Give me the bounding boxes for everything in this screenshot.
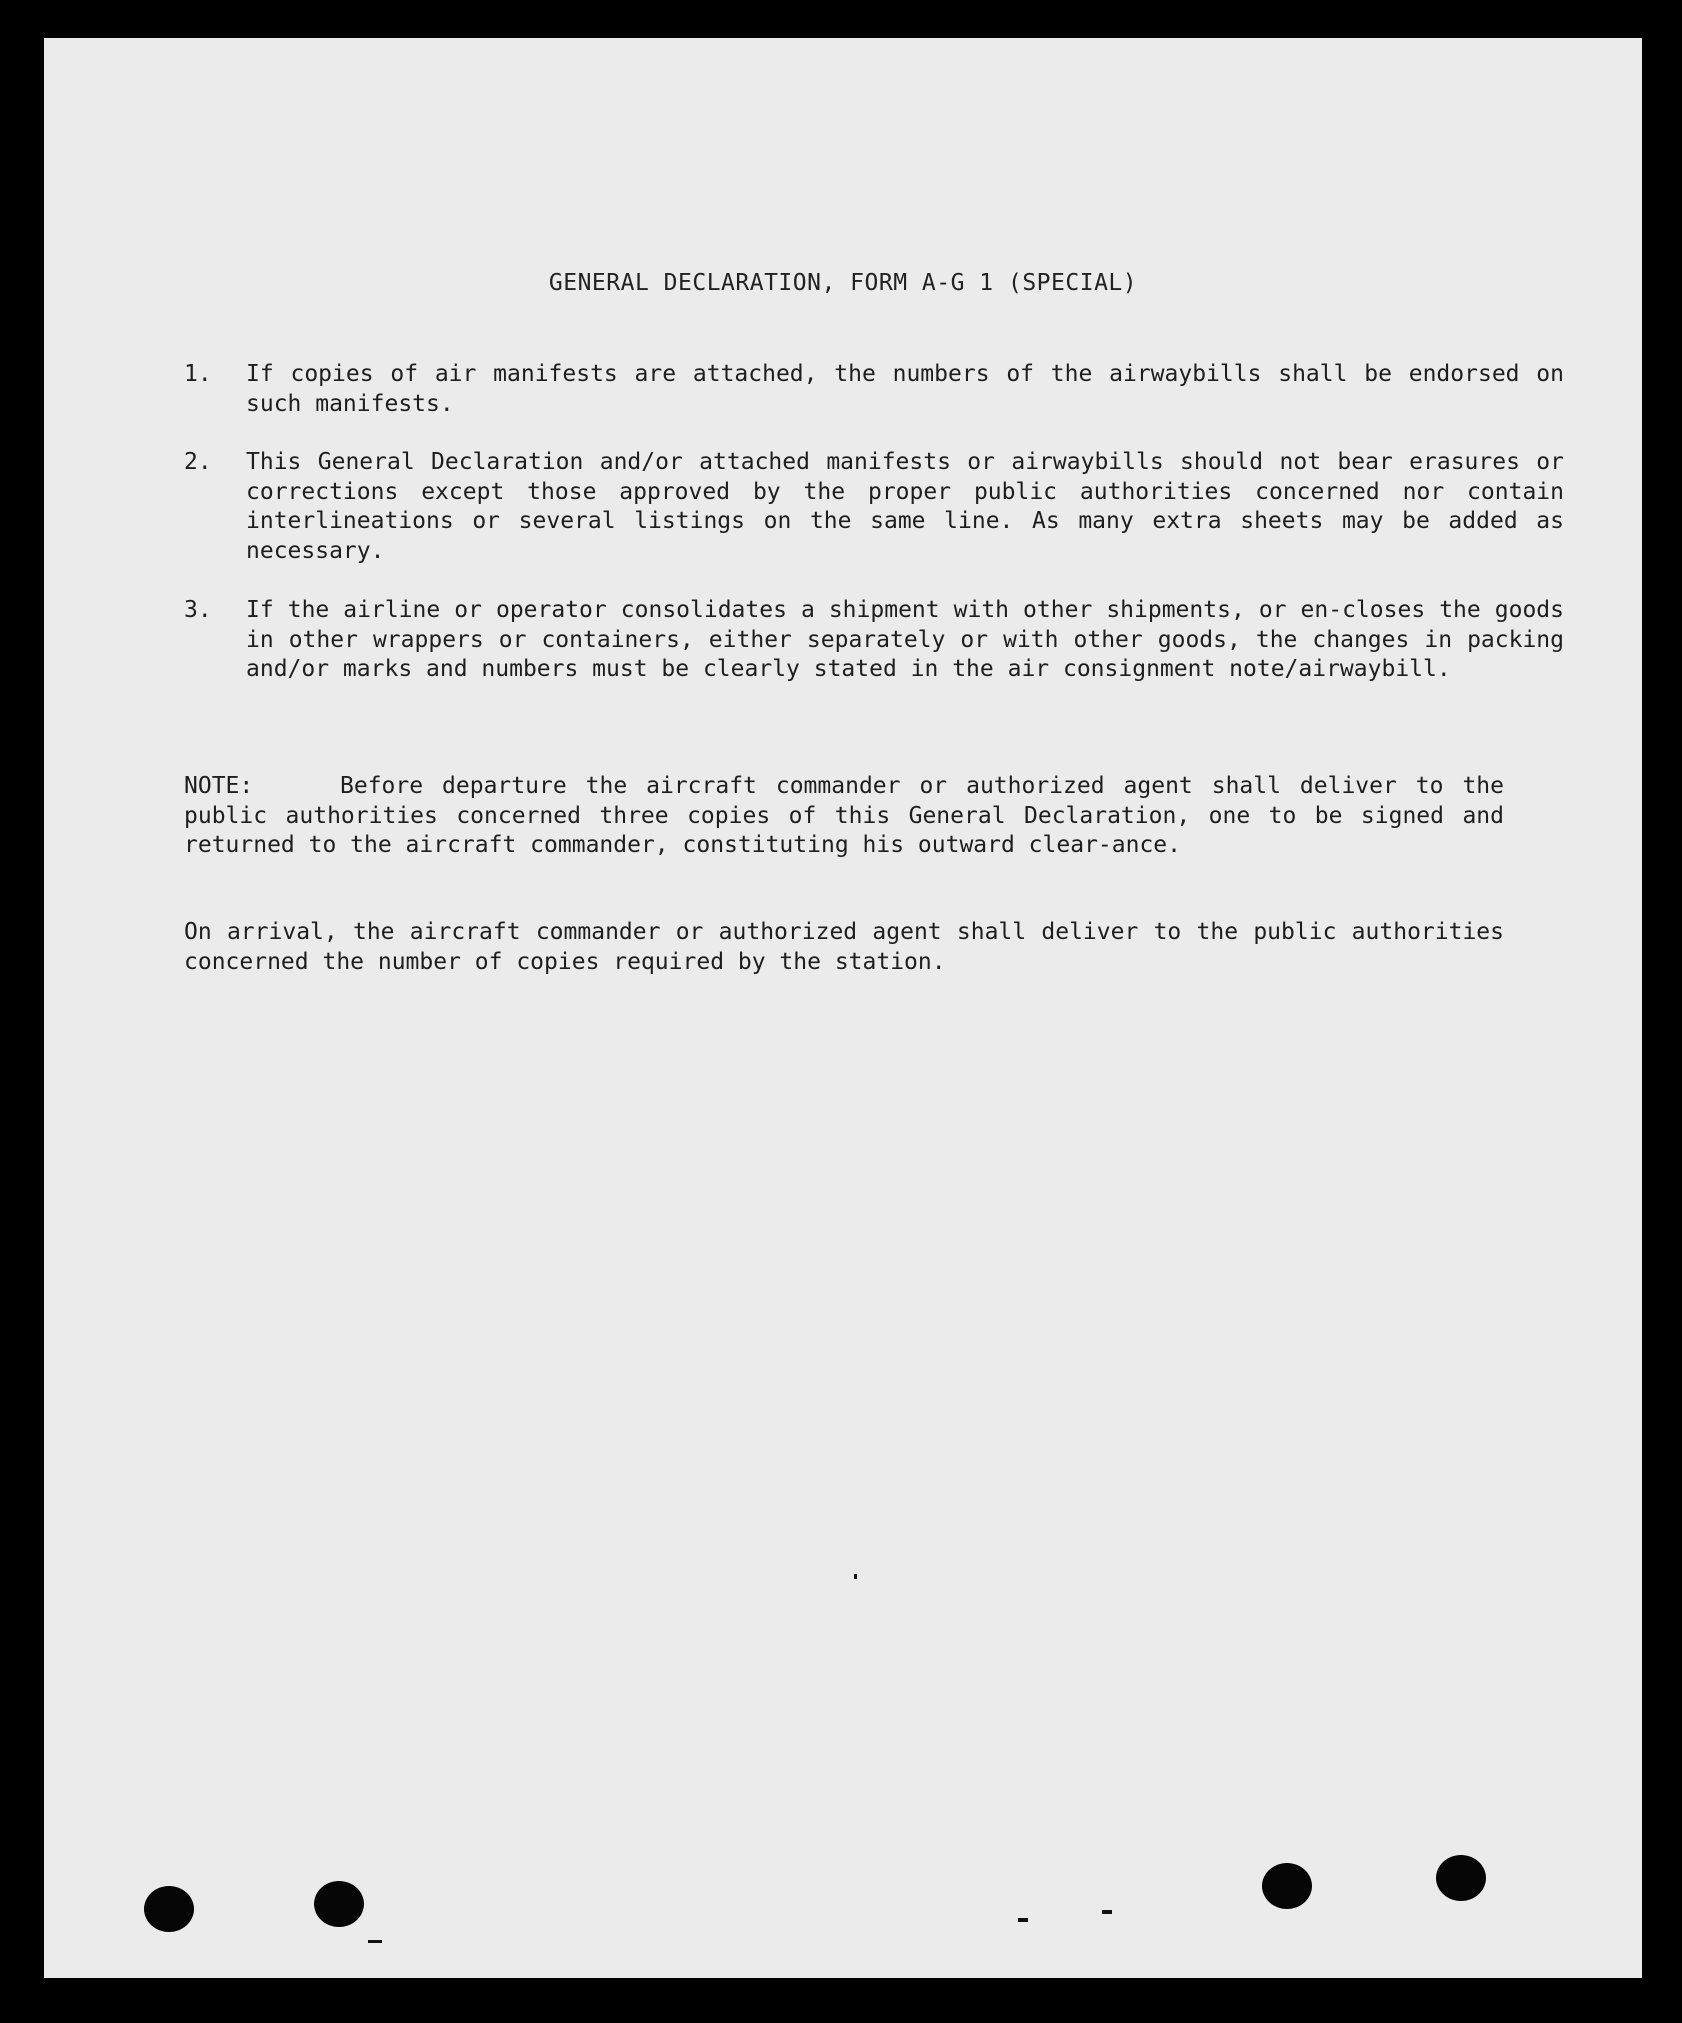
item-number: 3. <box>184 597 212 623</box>
scan-speck <box>1102 1910 1112 1914</box>
item-number: 2. <box>184 449 212 475</box>
punch-hole <box>1262 1863 1312 1909</box>
item-number: 1. <box>184 361 212 387</box>
punch-hole <box>314 1881 364 1927</box>
scan-speck <box>854 1574 857 1579</box>
punch-hole <box>144 1886 194 1932</box>
item-text: If the airline or operator consolidates a shipment with other shipments, or en-closes the goods in other wrappers or containers, either separately or with other goods, the changes in packing and/or marks and numbers must be clearly stated in the air consignment note/airwaybill. <box>246 597 1564 682</box>
punch-hole <box>1436 1855 1486 1901</box>
note-label: NOTE: <box>184 773 254 799</box>
item-text: If copies of air manifests are attached, the numbers of the airwaybills shall be endorsed on such manifests. <box>246 361 1564 417</box>
scan-speck <box>1018 1918 1028 1922</box>
note-paragraph <box>184 772 1504 861</box>
document-title: GENERAL DECLARATION, FORM A-G 1 (SPECIAL) <box>548 270 1138 296</box>
scan-speck <box>368 1940 382 1943</box>
item-text: This General Declaration and/or attached manifests or airwaybills should not bear erasures or corrections except those approved by the proper public authorities concerned nor contain interlineations or several listings on the same line. As many extra sheets may be added as necessary. <box>246 449 1564 564</box>
document-page <box>44 38 1642 1978</box>
arrival-paragraph: On arrival, the aircraft commander or authorized agent shall deliver to the public authorities concerned the number of copies required by the station. <box>184 919 1504 975</box>
note-text: Before departure the aircraft commander or authorized agent shall deliver to the public authorities concerned three copies of this General Declaration, one to be signed and returned to the aircraft commander, constituting his outward clear-ance. <box>184 773 1504 858</box>
